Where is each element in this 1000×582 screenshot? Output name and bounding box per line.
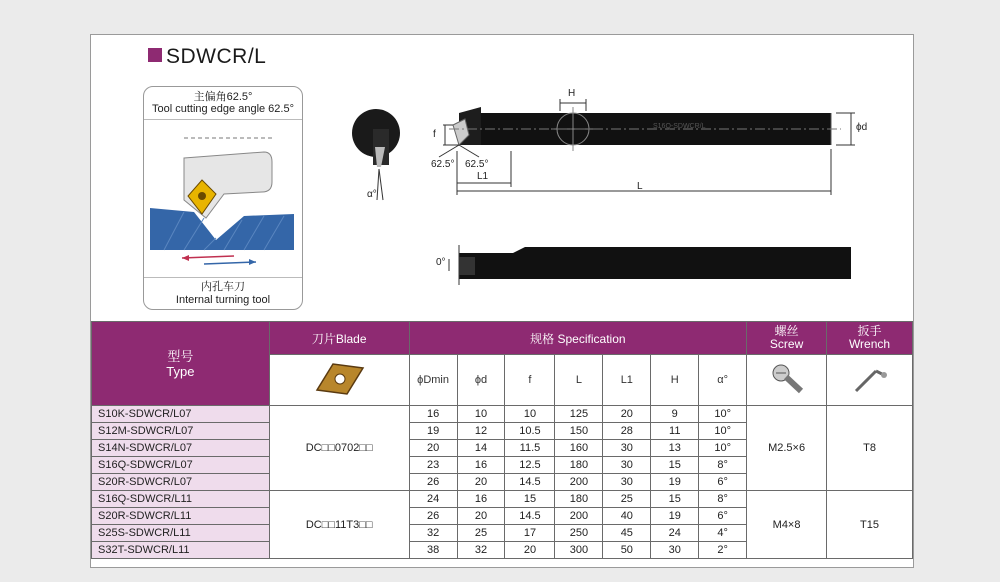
dim-f: f [433, 129, 436, 140]
blade-group-1: DC□□0702□□ [269, 406, 409, 491]
dim-l: L [637, 181, 643, 192]
cell-l: 180 [555, 491, 603, 508]
blade-header: 刀片Blade [269, 322, 409, 355]
col-l1: L1 [603, 355, 651, 406]
card-footer-cn: 内孔车刀 [201, 281, 245, 293]
dim-angle-left: 62.5° [431, 159, 455, 170]
cell-l: 125 [555, 406, 603, 423]
table-row [92, 406, 913, 423]
row-type: S32T-SDWCR/L11 [92, 542, 270, 559]
internal-turning-illustration [144, 120, 302, 274]
cell-l: 160 [555, 440, 603, 457]
cell-h: 24 [651, 525, 699, 542]
dim-alpha: α° [367, 189, 377, 200]
tool-drawing [341, 85, 881, 300]
cell-dmin: 23 [409, 457, 457, 474]
wrench-header-en: Wrench [848, 337, 891, 351]
cell-dmin: 19 [409, 423, 457, 440]
col-h: H [651, 355, 699, 406]
cell-f: 20 [505, 542, 555, 559]
cutting-angle-card [143, 86, 303, 310]
type-header-cn: 型号 [167, 348, 194, 364]
cell-l: 250 [555, 525, 603, 542]
cell-l1: 20 [603, 406, 651, 423]
header-row [92, 322, 913, 355]
cell-l1: 25 [603, 491, 651, 508]
cell-f: 10 [505, 406, 555, 423]
cell-alpha: 4° [699, 525, 747, 542]
cell-alpha: 8° [699, 491, 747, 508]
cell-dmin: 32 [409, 525, 457, 542]
cell-alpha: 8° [699, 457, 747, 474]
cell-h: 15 [651, 457, 699, 474]
screw-header [747, 322, 827, 355]
row-type: S12M-SDWCR/L07 [92, 423, 270, 440]
cell-alpha: 6° [699, 508, 747, 525]
cell-f: 10.5 [505, 423, 555, 440]
cell-d: 20 [457, 508, 505, 525]
wrench-group-2: T15 [827, 491, 913, 559]
table-row [92, 491, 913, 508]
row-type: S16Q-SDWCR/L11 [92, 491, 270, 508]
row-type: S16Q-SDWCR/L07 [92, 457, 270, 474]
shank-marking: S16Q-SDWCR/L [653, 123, 706, 130]
cell-h: 19 [651, 474, 699, 491]
cell-alpha: 10° [699, 440, 747, 457]
cell-dmin: 16 [409, 406, 457, 423]
wrench-image-cell [827, 355, 913, 406]
row-type: S10K-SDWCR/L07 [92, 406, 270, 423]
cell-d: 32 [457, 542, 505, 559]
dim-h: H [568, 88, 576, 99]
card-footer [144, 277, 302, 309]
dim-phid: ϕd [856, 122, 868, 133]
card-footer-en: Internal turning tool [175, 294, 271, 306]
cell-d: 20 [457, 474, 505, 491]
card-header-cn: 主偏角62.5° [193, 91, 253, 103]
cell-f: 14.5 [505, 474, 555, 491]
wrench-header [827, 322, 913, 355]
cell-l1: 30 [603, 474, 651, 491]
cell-l: 180 [555, 457, 603, 474]
cell-d: 14 [457, 440, 505, 457]
cell-l: 200 [555, 508, 603, 525]
tool-drawing-svg [341, 85, 881, 300]
type-header-en: Type [166, 363, 195, 379]
card-header-en: Tool cutting edge angle 62.5° [151, 103, 294, 115]
row-type: S20R-SDWCR/L11 [92, 508, 270, 525]
screw-header-cn: 螺丝 [774, 324, 799, 338]
cell-l: 300 [555, 542, 603, 559]
card-header [144, 87, 302, 120]
cell-h: 13 [651, 440, 699, 457]
cell-f: 12.5 [505, 457, 555, 474]
cell-l1: 40 [603, 508, 651, 525]
cell-l1: 28 [603, 423, 651, 440]
cell-f: 11.5 [505, 440, 555, 457]
dim-angle-right: 62.5° [465, 159, 489, 170]
product-title-text: SDWCR/L [166, 45, 267, 68]
blade-group-2: DC□□11T3□□ [269, 491, 409, 559]
wrench-icon [850, 361, 890, 397]
cell-d: 16 [457, 457, 505, 474]
cell-h: 19 [651, 508, 699, 525]
title-marker [148, 48, 162, 62]
tool-shank-bottom [459, 247, 851, 279]
row-type: S25S-SDWCR/L11 [92, 525, 270, 542]
cell-d: 16 [457, 491, 505, 508]
col-l: L [555, 355, 603, 406]
cell-d: 10 [457, 406, 505, 423]
cell-d: 25 [457, 525, 505, 542]
cell-l1: 30 [603, 440, 651, 457]
dim-zero-angle: 0° [436, 257, 446, 268]
screw-image-cell [747, 355, 827, 406]
screw-icon [767, 361, 807, 397]
insert-icon [309, 360, 369, 398]
cell-dmin: 26 [409, 508, 457, 525]
wrench-group-1: T8 [827, 406, 913, 491]
cell-alpha: 10° [699, 406, 747, 423]
row-type: S14N-SDWCR/L07 [92, 440, 270, 457]
product-title [148, 45, 266, 69]
cell-h: 9 [651, 406, 699, 423]
cell-dmin: 38 [409, 542, 457, 559]
cell-dmin: 24 [409, 491, 457, 508]
screw-header-en: Screw [769, 337, 804, 351]
cell-l: 150 [555, 423, 603, 440]
cell-d: 12 [457, 423, 505, 440]
screw-group-1: M2.5×6 [747, 406, 827, 491]
cell-dmin: 20 [409, 440, 457, 457]
cell-h: 11 [651, 423, 699, 440]
dim-l1: L1 [477, 171, 489, 182]
blade-image-cell [269, 355, 409, 406]
cell-h: 15 [651, 491, 699, 508]
cell-l1: 45 [603, 525, 651, 542]
screw-group-2: M4×8 [747, 491, 827, 559]
cell-l1: 50 [603, 542, 651, 559]
wrench-header-cn: 扳手 [857, 324, 882, 338]
spec-header: 规格 Specification [409, 322, 747, 355]
col-f: f [505, 355, 555, 406]
cell-f: 14.5 [505, 508, 555, 525]
col-d: ϕd [457, 355, 505, 406]
cell-alpha: 6° [699, 474, 747, 491]
type-header [92, 322, 270, 406]
product-sheet [90, 34, 914, 568]
cell-dmin: 26 [409, 474, 457, 491]
cell-alpha: 2° [699, 542, 747, 559]
col-alpha: α° [699, 355, 747, 406]
row-type: S20R-SDWCR/L07 [92, 474, 270, 491]
cell-f: 15 [505, 491, 555, 508]
cell-l1: 30 [603, 457, 651, 474]
cell-l: 200 [555, 474, 603, 491]
cell-h: 30 [651, 542, 699, 559]
col-dmin: ϕDmin [409, 355, 457, 406]
cell-alpha: 10° [699, 423, 747, 440]
spec-table [91, 321, 913, 559]
cell-f: 17 [505, 525, 555, 542]
